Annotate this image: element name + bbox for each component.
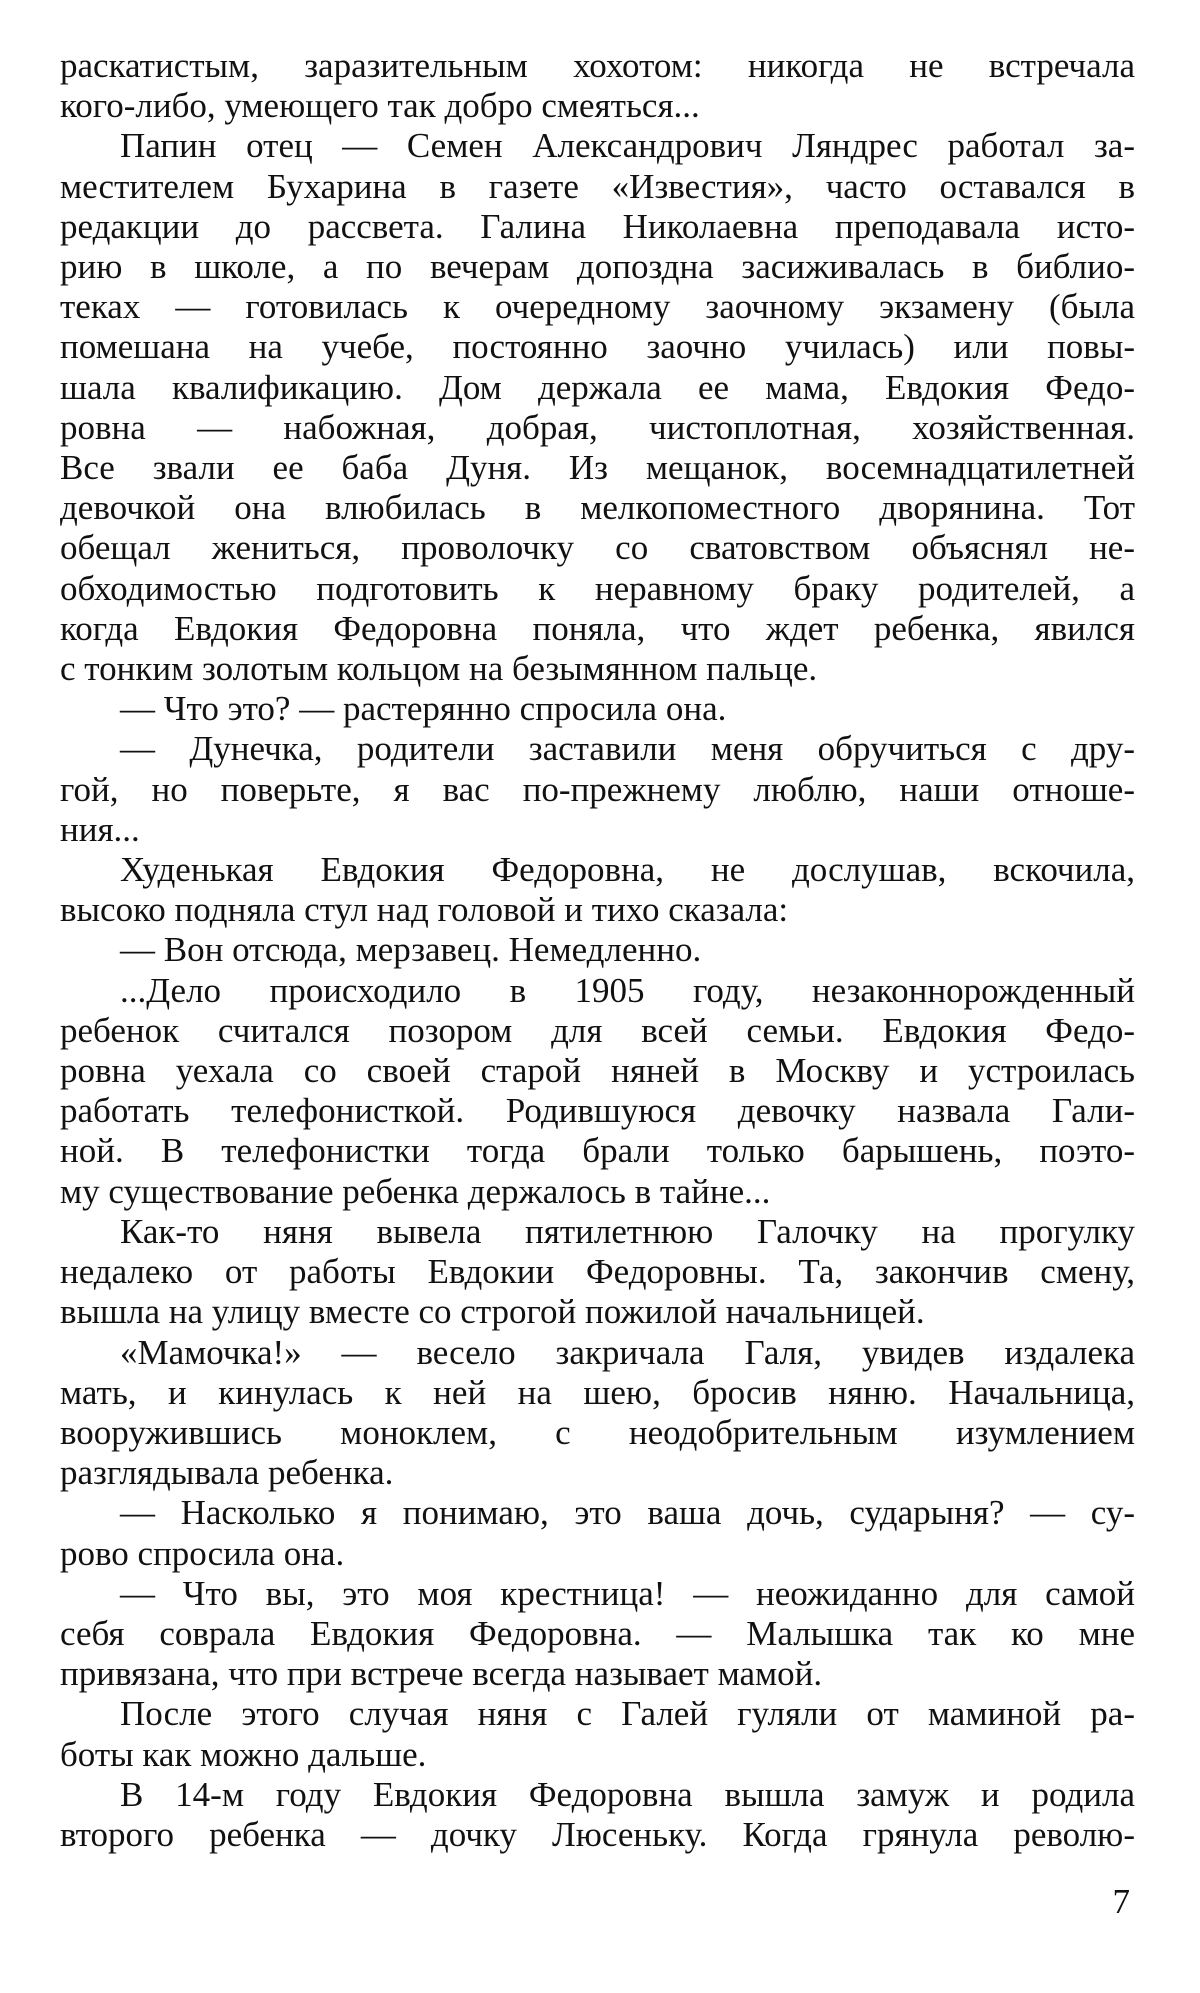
text-line: Худенькая Евдокия Федоровна, не дослушав, вскочила, [120, 850, 1135, 890]
text-line: кого-либо, умеющего так добро смеяться... [60, 86, 700, 126]
text-line: обещал жениться, проволочку со сватовством объяснял не- [60, 528, 1135, 568]
page-number: 7 [1112, 1882, 1130, 1921]
text-line: раскатистым, заразительным хохотом: никогда не встречала [60, 46, 1135, 85]
text-line: рово спросила она. [60, 1533, 345, 1573]
text-line: «Мамочка!» — весело закричала Галя, увидев издалека [120, 1332, 1135, 1372]
text-line: с тонким золотым кольцом на безымянном пальце. [60, 649, 818, 689]
text-line: — Насколько я понимаю, это ваша дочь, сударыня? — су- [120, 1493, 1135, 1533]
text-line: работать телефонисткой. Родившуюся девочку назвала Гали- [60, 1091, 1135, 1131]
text-line: ния... [60, 809, 140, 849]
text-line: му существование ребенка держалось в тайне... [60, 1171, 771, 1211]
text-line: ...Дело происходило в 1905 году, незаконнорожденный [120, 970, 1135, 1010]
text-line: ровна — набожная, добрая, чистоплотная, хозяйственная. [60, 407, 1135, 447]
text-line: высоко подняла стул над головой и тихо сказала: [60, 890, 789, 930]
text-line: ровна уехала со своей старой няней в Москву и устроилась [60, 1051, 1135, 1091]
text-line: местителем Бухарина в газете «Известия», часто оставался в [60, 166, 1135, 206]
book-page [60, 46, 1135, 1855]
text-line: вооружившись моноклем, с неодобрительным изумлением [60, 1412, 1135, 1452]
text-line: — Что это? — растерянно спросила она. [120, 689, 727, 729]
text-line: В 14-м году Евдокия Федоровна вышла замуж и родила [120, 1774, 1135, 1814]
text-line: разглядывала ребенка. [60, 1453, 394, 1493]
text-line: девочкой она влюбилась в мелкопоместного дворянина. Тот [60, 488, 1135, 528]
text-line: Как-то няня вывела пятилетнюю Галочку на прогулку [120, 1211, 1135, 1251]
text-line: — Вон отсюда, мерзавец. Немедленно. [120, 930, 702, 970]
text-line: шала квалификацию. Дом держала ее мама, Евдокия Федо- [60, 367, 1135, 407]
text-line: рию в школе, а по вечерам допоздна засиживалась в библио- [60, 247, 1135, 287]
text-line: недалеко от работы Евдокии Федоровны. Та, закончив смену, [60, 1252, 1135, 1292]
text-line: себя соврала Евдокия Федоровна. — Малышка так ко мне [60, 1613, 1135, 1653]
text-line: когда Евдокия Федоровна поняла, что ждет ребенка, явился [60, 608, 1135, 648]
text-line: вышла на улицу вместе со строгой пожилой начальницей. [60, 1292, 925, 1332]
text-line: — Дунечка, родители заставили меня обручиться с дру- [120, 729, 1135, 769]
text-line: обходимостью подготовить к неравному браку родителей, а [60, 568, 1135, 608]
text-line: После этого случая няня с Галей гуляли от маминой ра- [120, 1694, 1135, 1734]
text-line: боты как можно дальше. [60, 1734, 427, 1774]
text-line: гой, но поверьте, я вас по-прежнему люблю, наши отноше- [60, 769, 1135, 809]
text-line: второго ребенка — дочку Люсеньку. Когда грянула револю- [60, 1814, 1135, 1854]
text-line: — Что вы, это моя крестница! — неожиданно для самой [120, 1573, 1135, 1613]
text-line: мать, и кинулась к ней на шею, бросив няню. Начальница, [60, 1372, 1135, 1412]
text-line: ребенок считался позором для всей семьи. Евдокия Федо- [60, 1010, 1135, 1050]
text-line: Папин отец — Семен Александрович Ляндрес работал за- [120, 126, 1135, 166]
text-line: редакции до рассвета. Галина Николаевна преподавала исто- [60, 206, 1135, 246]
text-line: привязана, что при встрече всегда называет мамой. [60, 1654, 823, 1694]
text-line: ной. В телефонистки тогда брали только барышень, поэто- [60, 1131, 1135, 1171]
text-line: Все звали ее баба Дуня. Из мещанок, восемнадцатилетней [60, 448, 1135, 488]
text-line: теках — готовилась к очередному заочному экзамену (была [60, 287, 1135, 327]
page-body-text [60, 46, 1135, 1855]
text-line: помешана на учебе, постоянно заочно училась) или повы- [60, 327, 1135, 367]
